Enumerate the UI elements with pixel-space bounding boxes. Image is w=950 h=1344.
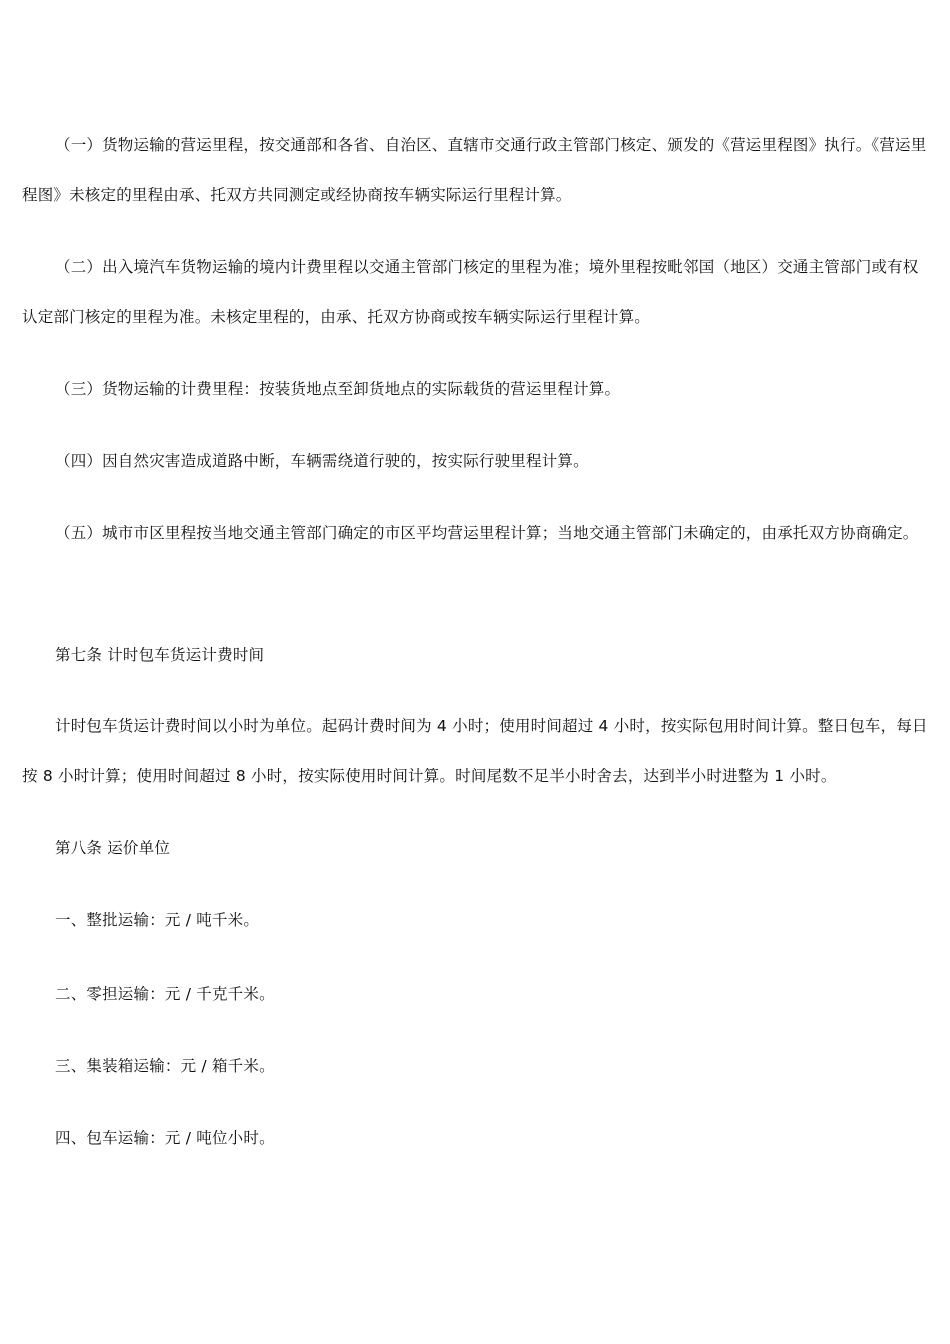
article-7-heading: 第七条 计时包车货运计费时间 bbox=[55, 646, 265, 664]
price-unit-item-1: 一、整批运输：元 / 吨千米。 bbox=[55, 911, 260, 929]
article-7-body: 计时包车货运计费时间以小时为单位。起码计费时间为 4 小时；使用时间超过 4 小时，按实际包用时间计算。整日包车，每日按 8 小时计算；使用时间超过 8 小时，按实际使用时间计算。时间尾数不足半小时舍去，达到半小时进整为 1 小时。 bbox=[22, 717, 928, 785]
price-unit-item-2: 二、零担运输：元 / 千克千米。 bbox=[55, 985, 275, 1003]
paragraph-item-3: （三）货物运输的计费里程：按装货地点至卸货地点的实际载货的营运里程计算。 bbox=[55, 380, 621, 398]
article-8-heading: 第八条 运价单位 bbox=[55, 839, 171, 857]
paragraph-item-2: （二）出入境汽车货物运输的境内计费里程以交通主管部门核定的里程为准；境外里程按毗邻国（地区）交通主管部门或有权认定部门核定的里程为准。未核定里程的，由承、托双方协商或按车辆实际运行里程计算。 bbox=[22, 258, 919, 326]
price-unit-item-3: 三、集装箱运输：元 / 箱千米。 bbox=[55, 1057, 275, 1075]
paragraph-item-4: （四）因自然灾害造成道路中断，车辆需绕道行驶的，按实际行驶里程计算。 bbox=[55, 452, 589, 470]
price-unit-item-4: 四、包车运输：元 / 吨位小时。 bbox=[55, 1129, 275, 1147]
paragraph-item-5: （五）城市市区里程按当地交通主管部门确定的市区平均营运里程计算；当地交通主管部门未确定的，由承托双方协商确定。 bbox=[55, 524, 919, 542]
paragraph-item-1: （一）货物运输的营运里程，按交通部和各省、自治区、直辖市交通行政主管部门核定、颁发的《营运里程图》执行。《营运里程图》未核定的里程由承、托双方共同测定或经协商按车辆实际运行里程计算。 bbox=[22, 136, 927, 204]
